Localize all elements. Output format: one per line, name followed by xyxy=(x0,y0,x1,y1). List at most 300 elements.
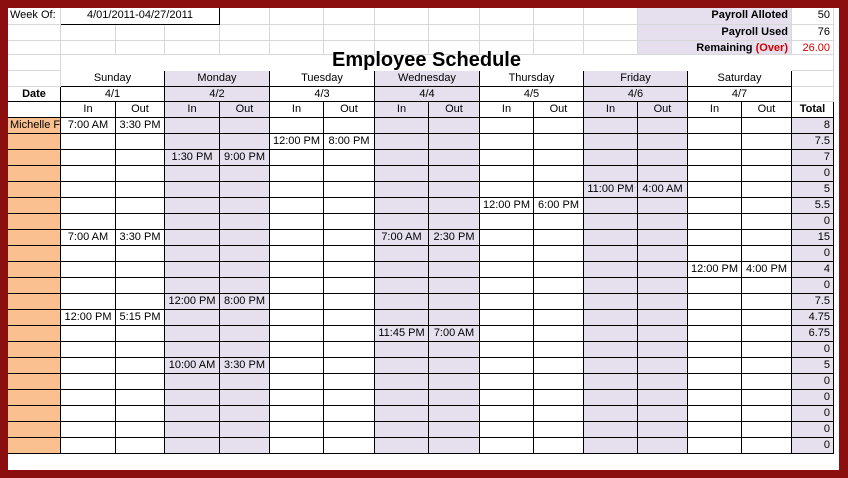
shift-out-cell[interactable] xyxy=(534,342,584,358)
shift-in-cell[interactable] xyxy=(688,230,742,246)
shift-out-cell[interactable]: 7:00 AM xyxy=(429,326,480,342)
shift-in-cell[interactable] xyxy=(584,374,638,390)
shift-out-cell[interactable] xyxy=(429,198,480,214)
shift-out-cell[interactable] xyxy=(742,134,792,150)
employee-name-cell[interactable] xyxy=(8,262,61,278)
shift-in-cell[interactable] xyxy=(584,278,638,294)
shift-out-cell[interactable] xyxy=(534,358,584,374)
shift-in-cell[interactable] xyxy=(688,150,742,166)
shift-in-cell[interactable] xyxy=(165,422,220,438)
shift-in-cell[interactable] xyxy=(584,406,638,422)
shift-in-cell[interactable] xyxy=(375,390,429,406)
shift-out-cell[interactable] xyxy=(534,294,584,310)
shift-in-cell[interactable] xyxy=(270,406,324,422)
shift-out-cell[interactable] xyxy=(742,326,792,342)
shift-out-cell[interactable] xyxy=(220,198,270,214)
shift-out-cell[interactable] xyxy=(220,374,270,390)
shift-out-cell[interactable] xyxy=(429,150,480,166)
shift-in-cell[interactable] xyxy=(61,342,116,358)
shift-in-cell[interactable] xyxy=(480,214,534,230)
employee-name-cell[interactable] xyxy=(8,214,61,230)
shift-out-cell[interactable] xyxy=(742,118,792,134)
shift-out-cell[interactable] xyxy=(638,246,688,262)
shift-in-cell[interactable] xyxy=(584,150,638,166)
shift-out-cell[interactable] xyxy=(638,230,688,246)
shift-in-cell[interactable] xyxy=(688,390,742,406)
shift-in-cell[interactable] xyxy=(61,326,116,342)
shift-out-cell[interactable] xyxy=(429,262,480,278)
shift-in-cell[interactable] xyxy=(165,230,220,246)
shift-in-cell[interactable] xyxy=(61,134,116,150)
shift-in-cell[interactable] xyxy=(270,262,324,278)
shift-in-cell[interactable] xyxy=(270,246,324,262)
shift-out-cell[interactable] xyxy=(429,342,480,358)
shift-out-cell[interactable] xyxy=(220,406,270,422)
shift-out-cell[interactable] xyxy=(742,358,792,374)
shift-out-cell[interactable] xyxy=(638,278,688,294)
shift-in-cell[interactable] xyxy=(480,262,534,278)
shift-in-cell[interactable] xyxy=(270,438,324,454)
shift-in-cell[interactable] xyxy=(480,246,534,262)
shift-out-cell[interactable] xyxy=(116,182,165,198)
shift-in-cell[interactable] xyxy=(165,166,220,182)
shift-in-cell[interactable] xyxy=(165,406,220,422)
employee-name-cell[interactable] xyxy=(8,438,61,454)
shift-out-cell[interactable] xyxy=(638,406,688,422)
shift-in-cell[interactable] xyxy=(480,358,534,374)
shift-out-cell[interactable] xyxy=(429,134,480,150)
shift-in-cell[interactable]: 11:00 PM xyxy=(584,182,638,198)
shift-out-cell[interactable]: 3:30 PM xyxy=(116,230,165,246)
shift-in-cell[interactable] xyxy=(584,438,638,454)
shift-in-cell[interactable] xyxy=(480,134,534,150)
shift-in-cell[interactable] xyxy=(165,390,220,406)
employee-name-cell[interactable] xyxy=(8,198,61,214)
shift-out-cell[interactable]: 8:00 PM xyxy=(324,134,375,150)
shift-out-cell[interactable] xyxy=(742,390,792,406)
shift-out-cell[interactable] xyxy=(638,374,688,390)
shift-in-cell[interactable] xyxy=(165,246,220,262)
shift-in-cell[interactable] xyxy=(688,246,742,262)
shift-out-cell[interactable] xyxy=(220,134,270,150)
shift-out-cell[interactable] xyxy=(116,342,165,358)
shift-out-cell[interactable] xyxy=(638,390,688,406)
shift-out-cell[interactable] xyxy=(638,422,688,438)
shift-in-cell[interactable] xyxy=(270,422,324,438)
shift-in-cell[interactable]: 10:00 AM xyxy=(165,358,220,374)
shift-in-cell[interactable]: 12:00 PM xyxy=(688,262,742,278)
employee-name-cell[interactable] xyxy=(8,390,61,406)
shift-out-cell[interactable] xyxy=(116,214,165,230)
shift-in-cell[interactable] xyxy=(375,246,429,262)
shift-in-cell[interactable] xyxy=(61,278,116,294)
shift-out-cell[interactable] xyxy=(116,166,165,182)
shift-out-cell[interactable] xyxy=(742,278,792,294)
shift-out-cell[interactable] xyxy=(429,278,480,294)
shift-in-cell[interactable] xyxy=(375,166,429,182)
shift-in-cell[interactable] xyxy=(480,294,534,310)
shift-out-cell[interactable] xyxy=(429,310,480,326)
shift-out-cell[interactable] xyxy=(534,230,584,246)
shift-out-cell[interactable] xyxy=(324,182,375,198)
shift-in-cell[interactable] xyxy=(165,262,220,278)
employee-name-cell[interactable] xyxy=(8,342,61,358)
shift-out-cell[interactable] xyxy=(220,182,270,198)
shift-in-cell[interactable] xyxy=(375,278,429,294)
shift-in-cell[interactable] xyxy=(61,214,116,230)
shift-in-cell[interactable] xyxy=(165,182,220,198)
shift-in-cell[interactable] xyxy=(688,326,742,342)
shift-in-cell[interactable] xyxy=(61,150,116,166)
employee-name-cell[interactable] xyxy=(8,182,61,198)
shift-out-cell[interactable] xyxy=(116,358,165,374)
shift-out-cell[interactable] xyxy=(220,278,270,294)
shift-in-cell[interactable] xyxy=(165,342,220,358)
shift-out-cell[interactable] xyxy=(116,134,165,150)
shift-out-cell[interactable] xyxy=(324,198,375,214)
shift-out-cell[interactable] xyxy=(429,374,480,390)
shift-out-cell[interactable] xyxy=(429,246,480,262)
shift-in-cell[interactable] xyxy=(165,198,220,214)
shift-out-cell[interactable] xyxy=(220,230,270,246)
shift-in-cell[interactable] xyxy=(688,118,742,134)
shift-out-cell[interactable] xyxy=(116,326,165,342)
shift-in-cell[interactable] xyxy=(688,358,742,374)
shift-out-cell[interactable] xyxy=(534,182,584,198)
shift-out-cell[interactable] xyxy=(638,310,688,326)
shift-out-cell[interactable] xyxy=(638,262,688,278)
shift-out-cell[interactable] xyxy=(742,150,792,166)
shift-in-cell[interactable] xyxy=(584,230,638,246)
shift-out-cell[interactable] xyxy=(742,182,792,198)
employee-name-cell[interactable] xyxy=(8,166,61,182)
shift-in-cell[interactable] xyxy=(270,198,324,214)
shift-in-cell[interactable]: 7:00 AM xyxy=(61,118,116,134)
shift-out-cell[interactable] xyxy=(220,310,270,326)
shift-out-cell[interactable] xyxy=(429,358,480,374)
shift-out-cell[interactable] xyxy=(429,214,480,230)
shift-out-cell[interactable]: 4:00 AM xyxy=(638,182,688,198)
shift-in-cell[interactable] xyxy=(61,422,116,438)
shift-in-cell[interactable]: 11:45 PM xyxy=(375,326,429,342)
shift-in-cell[interactable] xyxy=(480,310,534,326)
shift-out-cell[interactable] xyxy=(429,422,480,438)
shift-out-cell[interactable] xyxy=(324,278,375,294)
shift-out-cell[interactable] xyxy=(324,390,375,406)
shift-in-cell[interactable] xyxy=(584,134,638,150)
shift-in-cell[interactable]: 12:00 PM xyxy=(61,310,116,326)
shift-out-cell[interactable] xyxy=(116,150,165,166)
shift-out-cell[interactable] xyxy=(534,214,584,230)
shift-out-cell[interactable] xyxy=(220,438,270,454)
shift-in-cell[interactable] xyxy=(270,278,324,294)
shift-out-cell[interactable] xyxy=(324,214,375,230)
shift-in-cell[interactable] xyxy=(584,422,638,438)
shift-out-cell[interactable] xyxy=(638,326,688,342)
shift-out-cell[interactable] xyxy=(534,246,584,262)
shift-in-cell[interactable] xyxy=(688,198,742,214)
shift-in-cell[interactable] xyxy=(688,214,742,230)
shift-out-cell[interactable] xyxy=(116,246,165,262)
shift-in-cell[interactable] xyxy=(270,390,324,406)
shift-in-cell[interactable] xyxy=(688,422,742,438)
shift-in-cell[interactable] xyxy=(61,358,116,374)
shift-out-cell[interactable] xyxy=(116,422,165,438)
shift-out-cell[interactable] xyxy=(742,422,792,438)
shift-in-cell[interactable] xyxy=(688,406,742,422)
shift-in-cell[interactable] xyxy=(584,262,638,278)
shift-out-cell[interactable] xyxy=(742,198,792,214)
shift-in-cell[interactable] xyxy=(480,438,534,454)
shift-in-cell[interactable] xyxy=(480,390,534,406)
shift-in-cell[interactable]: 1:30 PM xyxy=(165,150,220,166)
shift-in-cell[interactable] xyxy=(165,438,220,454)
shift-in-cell[interactable] xyxy=(375,150,429,166)
employee-name-cell[interactable] xyxy=(8,406,61,422)
shift-in-cell[interactable] xyxy=(61,246,116,262)
shift-out-cell[interactable] xyxy=(220,326,270,342)
shift-in-cell[interactable] xyxy=(270,358,324,374)
shift-out-cell[interactable] xyxy=(638,438,688,454)
shift-out-cell[interactable] xyxy=(534,118,584,134)
shift-in-cell[interactable] xyxy=(584,214,638,230)
shift-in-cell[interactable] xyxy=(375,134,429,150)
shift-out-cell[interactable] xyxy=(534,310,584,326)
shift-in-cell[interactable] xyxy=(165,214,220,230)
shift-in-cell[interactable] xyxy=(584,294,638,310)
shift-out-cell[interactable] xyxy=(742,406,792,422)
shift-in-cell[interactable]: 7:00 AM xyxy=(61,230,116,246)
shift-out-cell[interactable]: 2:30 PM xyxy=(429,230,480,246)
shift-in-cell[interactable] xyxy=(165,374,220,390)
shift-out-cell[interactable] xyxy=(324,342,375,358)
shift-out-cell[interactable]: 9:00 PM xyxy=(220,150,270,166)
shift-out-cell[interactable] xyxy=(534,150,584,166)
shift-in-cell[interactable] xyxy=(375,198,429,214)
employee-name-cell[interactable] xyxy=(8,294,61,310)
shift-in-cell[interactable] xyxy=(480,422,534,438)
shift-out-cell[interactable] xyxy=(534,390,584,406)
shift-in-cell[interactable] xyxy=(688,134,742,150)
shift-out-cell[interactable] xyxy=(220,246,270,262)
shift-in-cell[interactable] xyxy=(165,326,220,342)
shift-out-cell[interactable]: 8:00 PM xyxy=(220,294,270,310)
shift-in-cell[interactable] xyxy=(61,262,116,278)
shift-in-cell[interactable] xyxy=(375,358,429,374)
shift-in-cell[interactable] xyxy=(480,166,534,182)
employee-name-cell[interactable]: Michelle F xyxy=(8,118,61,134)
shift-in-cell[interactable] xyxy=(584,358,638,374)
shift-in-cell[interactable] xyxy=(480,230,534,246)
shift-in-cell[interactable] xyxy=(61,166,116,182)
shift-out-cell[interactable] xyxy=(429,182,480,198)
shift-in-cell[interactable] xyxy=(480,182,534,198)
shift-in-cell[interactable] xyxy=(375,294,429,310)
shift-out-cell[interactable] xyxy=(324,262,375,278)
shift-out-cell[interactable] xyxy=(324,118,375,134)
shift-out-cell[interactable] xyxy=(324,310,375,326)
shift-out-cell[interactable] xyxy=(742,438,792,454)
shift-in-cell[interactable] xyxy=(480,278,534,294)
shift-out-cell[interactable] xyxy=(638,198,688,214)
shift-in-cell[interactable] xyxy=(270,214,324,230)
shift-in-cell[interactable] xyxy=(270,326,324,342)
payroll-used-value[interactable]: 76 xyxy=(792,25,834,41)
shift-out-cell[interactable] xyxy=(534,262,584,278)
shift-in-cell[interactable] xyxy=(61,390,116,406)
shift-in-cell[interactable] xyxy=(480,406,534,422)
shift-in-cell[interactable] xyxy=(375,342,429,358)
shift-in-cell[interactable] xyxy=(270,150,324,166)
shift-in-cell[interactable] xyxy=(61,198,116,214)
shift-out-cell[interactable] xyxy=(429,166,480,182)
shift-out-cell[interactable] xyxy=(742,310,792,326)
shift-in-cell[interactable] xyxy=(375,262,429,278)
shift-in-cell[interactable] xyxy=(375,118,429,134)
shift-out-cell[interactable] xyxy=(324,246,375,262)
shift-out-cell[interactable] xyxy=(742,214,792,230)
shift-out-cell[interactable] xyxy=(429,390,480,406)
shift-out-cell[interactable]: 6:00 PM xyxy=(534,198,584,214)
shift-in-cell[interactable] xyxy=(584,310,638,326)
shift-out-cell[interactable] xyxy=(324,166,375,182)
shift-out-cell[interactable]: 3:30 PM xyxy=(220,358,270,374)
shift-out-cell[interactable] xyxy=(324,358,375,374)
employee-name-cell[interactable] xyxy=(8,246,61,262)
shift-out-cell[interactable] xyxy=(638,150,688,166)
shift-in-cell[interactable] xyxy=(270,230,324,246)
shift-in-cell[interactable] xyxy=(375,310,429,326)
shift-in-cell[interactable] xyxy=(375,182,429,198)
shift-in-cell[interactable]: 7:00 AM xyxy=(375,230,429,246)
shift-out-cell[interactable] xyxy=(116,438,165,454)
shift-in-cell[interactable] xyxy=(584,390,638,406)
shift-in-cell[interactable] xyxy=(165,118,220,134)
shift-out-cell[interactable] xyxy=(638,214,688,230)
shift-out-cell[interactable] xyxy=(742,374,792,390)
shift-out-cell[interactable] xyxy=(324,326,375,342)
employee-name-cell[interactable] xyxy=(8,374,61,390)
shift-in-cell[interactable] xyxy=(688,294,742,310)
shift-out-cell[interactable] xyxy=(116,294,165,310)
shift-in-cell[interactable] xyxy=(584,342,638,358)
shift-in-cell[interactable] xyxy=(688,342,742,358)
shift-in-cell[interactable] xyxy=(270,294,324,310)
shift-in-cell[interactable] xyxy=(270,118,324,134)
shift-in-cell[interactable] xyxy=(61,374,116,390)
shift-out-cell[interactable] xyxy=(116,262,165,278)
shift-out-cell[interactable] xyxy=(324,294,375,310)
shift-in-cell[interactable] xyxy=(480,150,534,166)
shift-in-cell[interactable] xyxy=(480,374,534,390)
employee-name-cell[interactable] xyxy=(8,134,61,150)
shift-in-cell[interactable] xyxy=(480,326,534,342)
shift-in-cell[interactable] xyxy=(688,278,742,294)
shift-out-cell[interactable] xyxy=(742,342,792,358)
shift-in-cell[interactable] xyxy=(375,374,429,390)
shift-out-cell[interactable] xyxy=(220,262,270,278)
shift-out-cell[interactable] xyxy=(220,422,270,438)
shift-in-cell[interactable] xyxy=(165,278,220,294)
shift-in-cell[interactable] xyxy=(375,214,429,230)
shift-out-cell[interactable] xyxy=(742,246,792,262)
shift-out-cell[interactable] xyxy=(638,166,688,182)
shift-out-cell[interactable]: 5:15 PM xyxy=(116,310,165,326)
shift-in-cell[interactable] xyxy=(165,134,220,150)
shift-out-cell[interactable] xyxy=(324,422,375,438)
shift-in-cell[interactable] xyxy=(584,198,638,214)
shift-in-cell[interactable] xyxy=(375,438,429,454)
shift-out-cell[interactable] xyxy=(324,230,375,246)
shift-out-cell[interactable] xyxy=(220,390,270,406)
shift-in-cell[interactable] xyxy=(688,374,742,390)
shift-in-cell[interactable] xyxy=(375,422,429,438)
shift-in-cell[interactable] xyxy=(165,310,220,326)
shift-out-cell[interactable] xyxy=(429,294,480,310)
shift-out-cell[interactable] xyxy=(220,342,270,358)
shift-in-cell[interactable] xyxy=(270,182,324,198)
shift-out-cell[interactable] xyxy=(324,406,375,422)
shift-in-cell[interactable] xyxy=(480,118,534,134)
shift-in-cell[interactable] xyxy=(480,342,534,358)
shift-out-cell[interactable] xyxy=(324,438,375,454)
shift-in-cell[interactable] xyxy=(688,182,742,198)
employee-name-cell[interactable] xyxy=(8,310,61,326)
shift-out-cell[interactable] xyxy=(220,214,270,230)
shift-out-cell[interactable] xyxy=(116,390,165,406)
shift-in-cell[interactable] xyxy=(584,246,638,262)
shift-in-cell[interactable] xyxy=(584,326,638,342)
shift-in-cell[interactable] xyxy=(61,294,116,310)
shift-out-cell[interactable] xyxy=(638,134,688,150)
shift-out-cell[interactable] xyxy=(429,438,480,454)
shift-out-cell[interactable] xyxy=(742,230,792,246)
employee-name-cell[interactable] xyxy=(8,422,61,438)
shift-out-cell[interactable] xyxy=(534,374,584,390)
week-of-value[interactable]: 4/01/2011-04/27/2011 xyxy=(61,8,220,25)
shift-out-cell[interactable] xyxy=(116,406,165,422)
shift-out-cell[interactable] xyxy=(638,294,688,310)
shift-out-cell[interactable] xyxy=(324,150,375,166)
employee-name-cell[interactable] xyxy=(8,326,61,342)
shift-out-cell[interactable] xyxy=(638,118,688,134)
shift-out-cell[interactable] xyxy=(638,342,688,358)
shift-in-cell[interactable]: 12:00 PM xyxy=(165,294,220,310)
shift-in-cell[interactable] xyxy=(688,310,742,326)
shift-out-cell[interactable] xyxy=(742,166,792,182)
shift-in-cell[interactable]: 12:00 PM xyxy=(480,198,534,214)
shift-in-cell[interactable] xyxy=(270,310,324,326)
shift-out-cell[interactable]: 3:30 PM xyxy=(116,118,165,134)
shift-out-cell[interactable] xyxy=(534,438,584,454)
payroll-remaining-value[interactable]: 26.00 xyxy=(792,41,834,55)
shift-in-cell[interactable] xyxy=(61,438,116,454)
shift-out-cell[interactable] xyxy=(116,198,165,214)
shift-in-cell[interactable] xyxy=(61,182,116,198)
shift-in-cell[interactable] xyxy=(61,406,116,422)
shift-out-cell[interactable] xyxy=(429,118,480,134)
shift-out-cell[interactable]: 4:00 PM xyxy=(742,262,792,278)
shift-in-cell[interactable] xyxy=(584,166,638,182)
shift-in-cell[interactable] xyxy=(688,438,742,454)
shift-out-cell[interactable] xyxy=(742,294,792,310)
shift-out-cell[interactable] xyxy=(534,278,584,294)
shift-in-cell[interactable]: 12:00 PM xyxy=(270,134,324,150)
shift-in-cell[interactable] xyxy=(584,118,638,134)
shift-in-cell[interactable] xyxy=(270,166,324,182)
employee-name-cell[interactable] xyxy=(8,230,61,246)
shift-in-cell[interactable] xyxy=(375,406,429,422)
